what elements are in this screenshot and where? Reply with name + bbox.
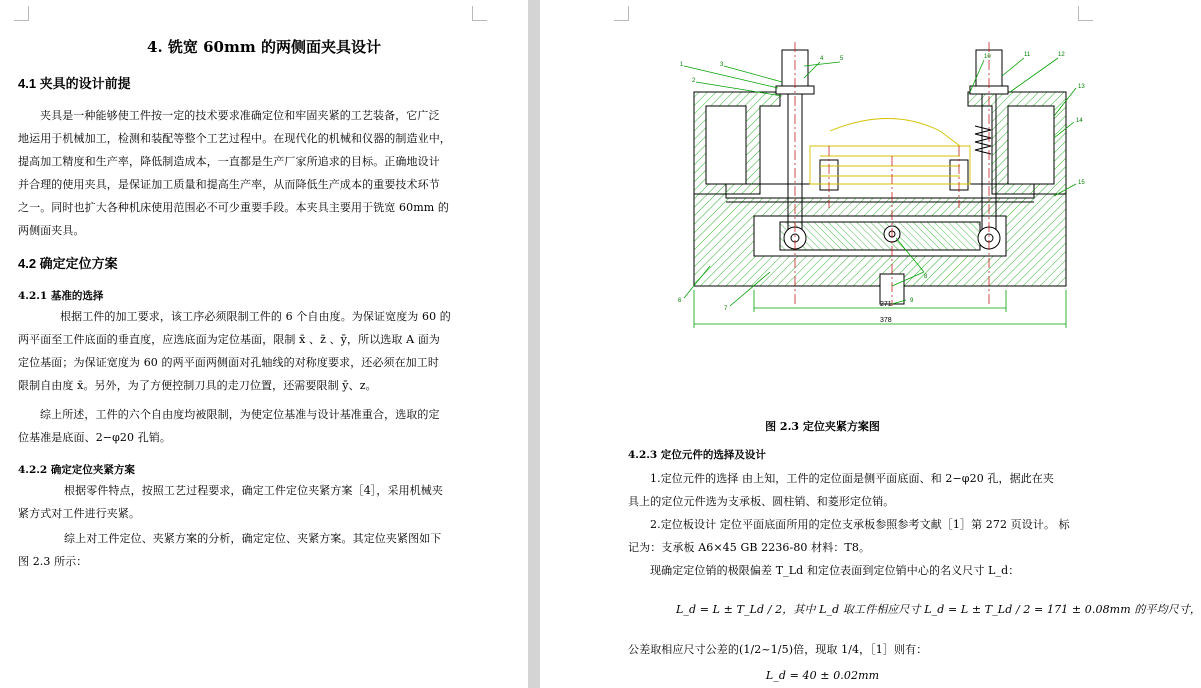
formula-part: L_d = L ± T_Ld / 2，其中 L_d 取工件相应尺寸: [676, 603, 921, 616]
text-line: 紧方式对工件进行夹紧。: [18, 507, 141, 520]
text-line: 限制自由度 x̄。另外，为了方便控制刀具的走刀位置，还需要限制 ȳ、z。: [18, 379, 377, 392]
callout-number: 11: [1024, 52, 1031, 58]
callout-number: 8: [924, 274, 928, 280]
text-line: 图 2.3 所示：: [18, 555, 88, 568]
formula-part: L_d = L ± T_Ld / 2 = 171 ± 0.08mm 的平均尺寸，: [924, 603, 1201, 616]
text-line: 记为：支承板 A6×45 GB 2236-80 材料：T8。: [628, 541, 871, 554]
section-4-2-2-title: 4.2.2 确定定位夹紧方案: [18, 464, 135, 476]
text-line: 两平面至工件底面的垂直度，应选底面为定位基面，限制 x̄ 、z̄ 、ȳ，所以选取 A 面为: [18, 333, 440, 346]
fixture-assembly-drawing: [670, 36, 1090, 336]
left-page: [0, 0, 528, 688]
section-4-1-title: 4.1 夹具的设计前提: [18, 76, 131, 91]
formula-result: [540, 664, 1105, 687]
callout-number: 14: [1076, 118, 1083, 124]
text-line: 根据工件的加工要求，该工序必须限制工件的 6 个自由度。为保证宽度为 60 的: [60, 310, 451, 323]
text-line: 根据零件特点，按照工艺过程要求，确定工件定位夹紧方案［4］，采用机械夹: [64, 484, 443, 497]
callout-number: 12: [1058, 52, 1065, 58]
callout-number: 2: [692, 78, 696, 84]
formula-tolerance: [676, 598, 1201, 621]
callout-number: 7: [724, 306, 728, 312]
text-line: 现确定定位销的极限偏差 T_Ld 和定位表面到定位销中心的名义尺寸 L_d：: [650, 564, 1020, 577]
callout-number: 4: [820, 56, 824, 62]
callout-number: 1: [680, 62, 684, 68]
text-line: 公差取相应尺寸公差的(1/2~1/5)倍，现取 1/4，［1］则有：: [628, 643, 928, 656]
section-4-2-1-body: [18, 305, 472, 397]
text-line: 位基准是底面、2−φ20 孔销。: [18, 431, 172, 444]
text-line: 1.定位元件的选择 由上知，工件的定位面是侧平面底面、和 2−φ20 孔，据此在夹: [650, 472, 1054, 485]
page-gutter: [528, 0, 540, 688]
callout-number: 9: [910, 298, 914, 304]
section-4-2-3-body: [628, 467, 1082, 582]
dimension-text: 378: [880, 317, 892, 324]
callout-number: 6: [678, 298, 682, 304]
chapter-title: 4. 铣宽 60mm 的两侧面夹具设计: [147, 38, 381, 56]
section-4-2-2-summary: [18, 527, 472, 573]
text-line: 并合理的使用夹具，是保证加工质量和提高生产率，从而降低生产成本的重要技术环节: [18, 178, 440, 191]
figure-caption: 图 2.3 定位夹紧方案图: [765, 420, 880, 433]
text-line: 之一。同时也扩大各种机床使用范围必不可少重要手段。本夹具主要用于铣宽 60mm 的: [18, 201, 449, 214]
page-corner-mark: [14, 6, 29, 21]
text-line: 定位基面；为保证宽度为 60 的两平面两侧面对孔轴线的对称度要求，还必须在加工时: [18, 356, 439, 369]
callout-number: 13: [1078, 84, 1085, 90]
callout-number: 15: [1078, 180, 1085, 186]
callout-number: 5: [840, 56, 844, 62]
text-line: 综上所述，工件的六个自由度均被限制，为使定位基准与设计基准重合，选取的定: [40, 408, 440, 421]
section-4-2-1-title: 4.2.1 基准的选择: [18, 290, 104, 302]
section-4-2-2-body: [18, 479, 472, 525]
text-line: 提高加工精度和生产率，降低制造成本，一直都是生产厂家所追求的目标。正确地设计: [18, 155, 440, 168]
page-corner-mark: [614, 6, 629, 21]
text-line: 地运用于机械加工，检测和装配等整个工艺过程中。在现代化的机械和仪器的制造业中，: [18, 132, 451, 145]
text-line: 2.定位板设计 定位平面底面所用的定位支承板参照参考文献［1］第 272 页设计。 标: [650, 518, 1070, 531]
right-page: [540, 0, 1201, 688]
callout-number: 3: [720, 62, 724, 68]
formula-ratio: [628, 638, 1082, 661]
text-line: 综上对工件定位、夹紧方案的分析，确定定位、夹紧方案。其定位夹紧图如下: [64, 532, 442, 545]
text-line: 具上的定位元件选为支承板、圆柱销、和菱形定位销。: [628, 495, 895, 508]
section-4-2-title: 4.2 确定定位方案: [18, 256, 118, 271]
section-4-1-body: [18, 104, 472, 242]
dimension-text: 271: [880, 301, 892, 308]
page-corner-mark: [1078, 6, 1093, 21]
text-line: 两侧面夹具。: [18, 224, 85, 237]
text-line: 夹具是一种能够使工件按一定的技术要求准确定位和牢固夹紧的工艺装备，它广泛: [40, 109, 440, 122]
page-corner-mark: [472, 6, 487, 21]
formula-part: L_d = 40 ± 0.02mm: [765, 669, 880, 682]
section-4-2-1-summary: [18, 403, 472, 449]
section-4-2-3-title: 4.2.3 定位元件的选择及设计: [628, 449, 766, 461]
callout-number: 10: [984, 54, 991, 60]
